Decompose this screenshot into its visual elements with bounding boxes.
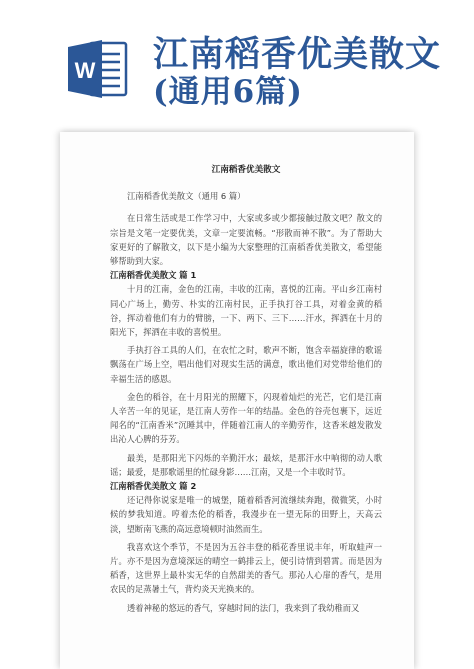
banner-title: 江南稻香优美散文 [153,34,442,75]
paragraph: 手执打谷工具的人们，在农忙之时，歌声不断，饱含幸福旋律的歌谣飘荡在广场上空，唱出他们对现实生活的满意，歌出他们对党带给他们的幸福生活的感恩。 [110,345,382,384]
paragraph: 还记得你说家是唯一的城堡，随着稻香河流继续奔跑，微微笑，小时候的梦我知道。哼着杰伦的稻香，我漫步在一望无际的田野上，天高云淡，望断南飞燕的高远意境顿时油然而生。 [110,495,382,534]
paragraph: 金色的稻谷，在十月阳光的照耀下，闪现着灿烂的光芒，它们是江南人辛苦一年的见证，是江南人劳作一年的结晶。金色的谷壳包裹下，远近闻名的“江南香米”沉睡其中，伴随着江南人的辛勤劳作，这香米越发散发出沁人心脾的芬芳。 [110,391,382,445]
header-banner [0,0,474,122]
intro-paragraph: 在日常生活或是工作学习中，大家或多或少都接触过散文吧？散文的宗旨是文笔一定要优美，文章一定要流畅。“形散而神不散”。为了帮助大家更好的了解散文，以下是小编为大家整理的江南稻香优美散文，希望能够帮助到大家。 [110,213,382,267]
paragraph: 我喜欢这个季节，不是因为五谷丰登的稻花香里说丰年，听取蛙声一片。亦不是因为意境深远的晴空一鹤排云上，便引诗情到碧霄。而是因为稻香，这世界上最朴实无华的自然甜美的香气。那沁人心扉的香气，是用农民的足蒸暑土气，背灼炎天光换来的。 [110,541,382,595]
document-title: 江南稻香优美散文 [211,165,281,175]
section-heading-2: 江南稻香优美散文 篇 2 [110,481,197,492]
document-subtitle: 江南稻香优美散文（通用 6 篇） [127,191,246,202]
section-heading-1: 江南稻香优美散文 篇 1 [110,270,197,281]
banner-subtitle: (通用6篇) [153,74,303,110]
svg-text:W: W [74,58,96,83]
word-document-icon [66,37,130,101]
paragraph: 最美，是那阳光下闪烁的辛勤汗水；最炫，是那汗水中响彻的动人歌谣；最爱，是那歌谣里的忙碌身影……江南，又是一个丰收时节。 [110,452,382,477]
paragraph: 十月的江南，金色的江南，丰收的江南，喜悦的江南。平山乡江南村同心广场上，勤劳、朴实的江南村民，正手执打谷工具，对着金黄的稻谷，挥动着他们有力的臂膀，一下、两下、三下……汗水，挥洒在十月的阳光下，挥洒在丰收的喜悦里。 [110,284,382,338]
document-page [110,163,382,615]
paragraph: 透着神秘的悠远的香气，穿越时间的法门，我来到了我幼稚而又 [127,602,360,613]
